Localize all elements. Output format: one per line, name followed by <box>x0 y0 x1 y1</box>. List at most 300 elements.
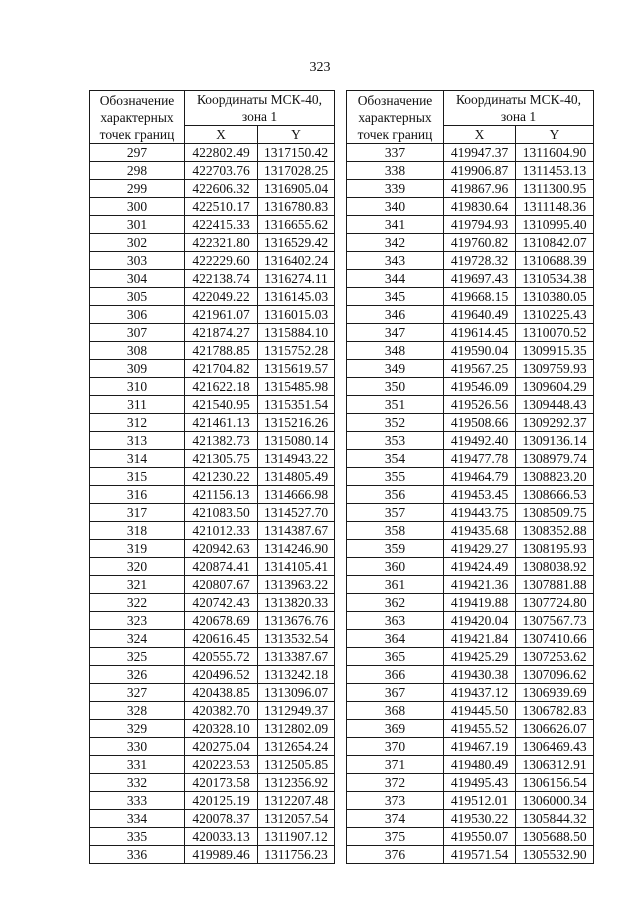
table-row <box>347 252 594 270</box>
y-value-cell: 1310842.07 <box>516 234 594 252</box>
x-value-cell: 422703.76 <box>185 162 258 180</box>
point-id-cell: 313 <box>90 432 185 450</box>
y-column-header: Y <box>258 126 335 144</box>
x-value-cell: 420496.52 <box>185 666 258 684</box>
x-value-cell: 419492.40 <box>444 432 516 450</box>
table-row <box>347 198 594 216</box>
table-row <box>347 360 594 378</box>
table-row <box>90 414 335 432</box>
x-value-cell: 422606.32 <box>185 180 258 198</box>
x-value-cell: 422138.74 <box>185 270 258 288</box>
y-value-cell: 1305844.32 <box>516 810 594 828</box>
table-row <box>347 540 594 558</box>
y-value-cell: 1314246.90 <box>258 540 335 558</box>
x-value-cell: 419697.43 <box>444 270 516 288</box>
x-value-cell: 419728.32 <box>444 252 516 270</box>
point-id-cell: 359 <box>347 540 444 558</box>
y-column-header: Y <box>516 126 594 144</box>
x-value-cell: 419421.84 <box>444 630 516 648</box>
x-value-cell: 422415.33 <box>185 216 258 234</box>
y-value-cell: 1310534.38 <box>516 270 594 288</box>
x-value-cell: 421305.75 <box>185 450 258 468</box>
x-value-cell: 419508.66 <box>444 414 516 432</box>
x-value-cell: 421874.27 <box>185 324 258 342</box>
y-value-cell: 1312057.54 <box>258 810 335 828</box>
point-id-cell: 316 <box>90 486 185 504</box>
table-row <box>90 252 335 270</box>
table-header <box>90 91 335 144</box>
y-value-cell: 1314805.49 <box>258 468 335 486</box>
y-value-cell: 1308509.75 <box>516 504 594 522</box>
point-id-cell: 297 <box>90 144 185 162</box>
x-value-cell: 420438.85 <box>185 684 258 702</box>
point-id-cell: 376 <box>347 846 444 864</box>
point-id-cell: 346 <box>347 306 444 324</box>
x-value-cell: 420807.67 <box>185 576 258 594</box>
point-id-cell: 308 <box>90 342 185 360</box>
y-value-cell: 1305688.50 <box>516 828 594 846</box>
table-row <box>90 756 335 774</box>
table-row <box>347 504 594 522</box>
x-value-cell: 422510.17 <box>185 198 258 216</box>
x-value-cell: 421012.33 <box>185 522 258 540</box>
point-id-cell: 323 <box>90 612 185 630</box>
point-id-cell: 325 <box>90 648 185 666</box>
x-value-cell: 422802.49 <box>185 144 258 162</box>
point-id-cell: 307 <box>90 324 185 342</box>
x-value-cell: 419512.01 <box>444 792 516 810</box>
x-value-cell: 421382.73 <box>185 432 258 450</box>
x-value-cell: 420616.45 <box>185 630 258 648</box>
x-value-cell: 419640.49 <box>444 306 516 324</box>
y-value-cell: 1317150.42 <box>258 144 335 162</box>
y-value-cell: 1314387.67 <box>258 522 335 540</box>
table-row <box>347 180 594 198</box>
y-value-cell: 1308823.20 <box>516 468 594 486</box>
table-row <box>347 774 594 792</box>
x-value-cell: 419495.43 <box>444 774 516 792</box>
x-value-cell: 419430.38 <box>444 666 516 684</box>
y-value-cell: 1307096.62 <box>516 666 594 684</box>
point-id-cell: 345 <box>347 288 444 306</box>
x-value-cell: 419437.12 <box>444 684 516 702</box>
point-id-cell: 319 <box>90 540 185 558</box>
table-row <box>90 324 335 342</box>
x-value-cell: 420223.53 <box>185 756 258 774</box>
x-value-cell: 420033.13 <box>185 828 258 846</box>
y-value-cell: 1315485.98 <box>258 378 335 396</box>
table-row <box>90 450 335 468</box>
designation-header-line-1: Обозначение <box>99 92 175 108</box>
y-value-cell: 1307410.66 <box>516 630 594 648</box>
point-id-cell: 348 <box>347 342 444 360</box>
point-id-cell: 331 <box>90 756 185 774</box>
y-value-cell: 1308195.93 <box>516 540 594 558</box>
y-value-cell: 1316655.62 <box>258 216 335 234</box>
coordinates-header <box>444 91 594 126</box>
table-row <box>90 504 335 522</box>
table-row <box>347 450 594 468</box>
table-row <box>347 144 594 162</box>
point-id-cell: 340 <box>347 198 444 216</box>
point-id-cell: 304 <box>90 270 185 288</box>
designation-header-line-2: характерных <box>100 109 174 125</box>
y-value-cell: 1314666.98 <box>258 486 335 504</box>
x-value-cell: 419867.96 <box>444 180 516 198</box>
table-row <box>90 540 335 558</box>
point-id-cell: 310 <box>90 378 185 396</box>
y-value-cell: 1308666.53 <box>516 486 594 504</box>
table-row <box>347 558 594 576</box>
table-row <box>347 792 594 810</box>
point-id-cell: 327 <box>90 684 185 702</box>
y-value-cell: 1309448.43 <box>516 396 594 414</box>
table-row <box>90 648 335 666</box>
table-row <box>347 828 594 846</box>
point-id-cell: 299 <box>90 180 185 198</box>
y-value-cell: 1315884.10 <box>258 324 335 342</box>
table-row <box>90 576 335 594</box>
y-value-cell: 1311756.23 <box>258 846 335 864</box>
x-value-cell: 419794.93 <box>444 216 516 234</box>
coordinates-header-zone: зона 1 <box>241 109 278 124</box>
coordinates-header-title: Координаты МСК-40, <box>455 92 582 107</box>
table-row <box>90 486 335 504</box>
x-value-cell: 420382.70 <box>185 702 258 720</box>
x-value-cell: 421540.95 <box>185 396 258 414</box>
coordinates-header-title: Координаты МСК-40, <box>196 92 323 107</box>
x-value-cell: 419467.19 <box>444 738 516 756</box>
table-row <box>347 306 594 324</box>
point-id-cell: 333 <box>90 792 185 810</box>
y-value-cell: 1307253.62 <box>516 648 594 666</box>
table-row <box>90 468 335 486</box>
point-id-cell: 338 <box>347 162 444 180</box>
table-row <box>347 684 594 702</box>
table-row <box>90 234 335 252</box>
x-value-cell: 419477.78 <box>444 450 516 468</box>
y-value-cell: 1315216.26 <box>258 414 335 432</box>
point-id-cell: 317 <box>90 504 185 522</box>
x-value-cell: 420742.43 <box>185 594 258 612</box>
x-value-cell: 419590.04 <box>444 342 516 360</box>
table-row <box>90 774 335 792</box>
point-id-cell: 353 <box>347 432 444 450</box>
point-id-cell: 361 <box>347 576 444 594</box>
x-value-cell: 419906.87 <box>444 162 516 180</box>
y-value-cell: 1315619.57 <box>258 360 335 378</box>
table-row <box>347 720 594 738</box>
table-row <box>90 810 335 828</box>
point-id-cell: 343 <box>347 252 444 270</box>
x-value-cell: 419443.75 <box>444 504 516 522</box>
designation-header-line-3: точек границ <box>357 126 433 142</box>
table-row <box>90 666 335 684</box>
table-row <box>347 288 594 306</box>
y-value-cell: 1316402.24 <box>258 252 335 270</box>
table-body <box>90 144 335 864</box>
y-value-cell: 1306469.43 <box>516 738 594 756</box>
y-value-cell: 1309604.29 <box>516 378 594 396</box>
x-value-cell: 421622.18 <box>185 378 258 396</box>
point-id-cell: 347 <box>347 324 444 342</box>
point-id-cell: 374 <box>347 810 444 828</box>
x-value-cell: 419530.22 <box>444 810 516 828</box>
table-row <box>347 522 594 540</box>
table-row <box>90 432 335 450</box>
coordinates-header <box>185 91 335 126</box>
table-row <box>90 198 335 216</box>
table-row <box>90 828 335 846</box>
x-value-cell: 419760.82 <box>444 234 516 252</box>
point-id-cell: 337 <box>347 144 444 162</box>
y-value-cell: 1306312.91 <box>516 756 594 774</box>
x-value-cell: 421704.82 <box>185 360 258 378</box>
y-value-cell: 1313963.22 <box>258 576 335 594</box>
x-value-cell: 420678.69 <box>185 612 258 630</box>
point-id-cell: 336 <box>90 846 185 864</box>
x-value-cell: 420328.10 <box>185 720 258 738</box>
y-value-cell: 1310380.05 <box>516 288 594 306</box>
x-value-cell: 419567.25 <box>444 360 516 378</box>
y-value-cell: 1312207.48 <box>258 792 335 810</box>
point-id-cell: 364 <box>347 630 444 648</box>
point-id-cell: 366 <box>347 666 444 684</box>
x-value-cell: 422229.60 <box>185 252 258 270</box>
x-value-cell: 419480.49 <box>444 756 516 774</box>
y-value-cell: 1305532.90 <box>516 846 594 864</box>
x-value-cell: 419947.37 <box>444 144 516 162</box>
point-id-cell: 324 <box>90 630 185 648</box>
point-id-cell: 328 <box>90 702 185 720</box>
page-number: 323 <box>309 60 331 75</box>
table-row <box>347 342 594 360</box>
point-id-cell: 315 <box>90 468 185 486</box>
y-value-cell: 1311604.90 <box>516 144 594 162</box>
point-id-cell: 305 <box>90 288 185 306</box>
x-value-cell: 419425.29 <box>444 648 516 666</box>
table-row <box>347 324 594 342</box>
y-value-cell: 1306782.83 <box>516 702 594 720</box>
y-value-cell: 1312356.92 <box>258 774 335 792</box>
table-row <box>90 360 335 378</box>
table-row <box>90 738 335 756</box>
y-value-cell: 1308038.92 <box>516 558 594 576</box>
y-value-cell: 1313676.76 <box>258 612 335 630</box>
table-row <box>347 414 594 432</box>
y-value-cell: 1313096.07 <box>258 684 335 702</box>
x-value-cell: 422321.80 <box>185 234 258 252</box>
y-value-cell: 1307881.88 <box>516 576 594 594</box>
x-value-cell: 419435.68 <box>444 522 516 540</box>
point-id-cell: 357 <box>347 504 444 522</box>
point-id-cell: 344 <box>347 270 444 288</box>
y-value-cell: 1312949.37 <box>258 702 335 720</box>
point-id-cell: 362 <box>347 594 444 612</box>
y-value-cell: 1314943.22 <box>258 450 335 468</box>
y-value-cell: 1316905.04 <box>258 180 335 198</box>
y-value-cell: 1313242.18 <box>258 666 335 684</box>
point-id-cell: 312 <box>90 414 185 432</box>
point-id-cell: 356 <box>347 486 444 504</box>
point-id-cell: 321 <box>90 576 185 594</box>
x-value-cell: 420125.19 <box>185 792 258 810</box>
point-id-cell: 354 <box>347 450 444 468</box>
y-value-cell: 1316015.03 <box>258 306 335 324</box>
x-value-cell: 419445.50 <box>444 702 516 720</box>
point-id-cell: 302 <box>90 234 185 252</box>
table-row <box>90 270 335 288</box>
point-id-cell: 335 <box>90 828 185 846</box>
point-id-cell: 373 <box>347 792 444 810</box>
y-value-cell: 1313387.67 <box>258 648 335 666</box>
point-id-cell: 332 <box>90 774 185 792</box>
table-row <box>90 846 335 864</box>
coordinates-header-zone: зона 1 <box>500 109 537 124</box>
table-row <box>347 630 594 648</box>
y-value-cell: 1310225.43 <box>516 306 594 324</box>
x-value-cell: 419989.46 <box>185 846 258 864</box>
designation-header-line-1: Обозначение <box>357 92 433 108</box>
y-value-cell: 1312505.85 <box>258 756 335 774</box>
x-value-cell: 420874.41 <box>185 558 258 576</box>
table-row <box>347 378 594 396</box>
table-row <box>347 234 594 252</box>
x-value-cell: 419421.36 <box>444 576 516 594</box>
table-row <box>90 342 335 360</box>
point-id-cell: 341 <box>347 216 444 234</box>
table-row <box>347 576 594 594</box>
point-id-cell: 314 <box>90 450 185 468</box>
table-row <box>347 396 594 414</box>
x-value-cell: 419419.88 <box>444 594 516 612</box>
point-id-cell: 334 <box>90 810 185 828</box>
y-value-cell: 1313532.54 <box>258 630 335 648</box>
x-value-cell: 419550.07 <box>444 828 516 846</box>
y-value-cell: 1317028.25 <box>258 162 335 180</box>
designation-header-line-2: характерных <box>358 109 432 125</box>
table-row <box>90 522 335 540</box>
y-value-cell: 1311148.36 <box>516 198 594 216</box>
y-value-cell: 1310688.39 <box>516 252 594 270</box>
y-value-cell: 1313820.33 <box>258 594 335 612</box>
table-row <box>347 594 594 612</box>
y-value-cell: 1309759.93 <box>516 360 594 378</box>
point-id-cell: 330 <box>90 738 185 756</box>
table-row <box>347 162 594 180</box>
point-id-cell: 329 <box>90 720 185 738</box>
coordinates-table-right <box>346 90 594 864</box>
designation-header <box>347 91 444 144</box>
point-id-cell: 339 <box>347 180 444 198</box>
point-id-cell: 311 <box>90 396 185 414</box>
point-id-cell: 360 <box>347 558 444 576</box>
table-row <box>347 846 594 864</box>
table-row <box>347 486 594 504</box>
y-value-cell: 1312654.24 <box>258 738 335 756</box>
x-value-cell: 420173.58 <box>185 774 258 792</box>
x-value-cell: 421230.22 <box>185 468 258 486</box>
point-id-cell: 355 <box>347 468 444 486</box>
y-value-cell: 1308979.74 <box>516 450 594 468</box>
x-column-header: X <box>185 126 258 144</box>
y-value-cell: 1309915.35 <box>516 342 594 360</box>
x-value-cell: 419429.27 <box>444 540 516 558</box>
y-value-cell: 1315752.28 <box>258 342 335 360</box>
table-row <box>347 612 594 630</box>
table-row <box>90 216 335 234</box>
point-id-cell: 351 <box>347 396 444 414</box>
table-body <box>347 144 594 864</box>
table-row <box>347 756 594 774</box>
y-value-cell: 1310995.40 <box>516 216 594 234</box>
x-value-cell: 419571.54 <box>444 846 516 864</box>
table-row <box>347 270 594 288</box>
point-id-cell: 300 <box>90 198 185 216</box>
x-value-cell: 419453.45 <box>444 486 516 504</box>
point-id-cell: 318 <box>90 522 185 540</box>
point-id-cell: 342 <box>347 234 444 252</box>
x-value-cell: 419424.49 <box>444 558 516 576</box>
y-value-cell: 1306626.07 <box>516 720 594 738</box>
x-value-cell: 419614.45 <box>444 324 516 342</box>
y-value-cell: 1316780.83 <box>258 198 335 216</box>
y-value-cell: 1315351.54 <box>258 396 335 414</box>
y-value-cell: 1308352.88 <box>516 522 594 540</box>
table-row <box>347 216 594 234</box>
y-value-cell: 1316529.42 <box>258 234 335 252</box>
x-value-cell: 419546.09 <box>444 378 516 396</box>
y-value-cell: 1307724.80 <box>516 594 594 612</box>
point-id-cell: 370 <box>347 738 444 756</box>
x-value-cell: 420942.63 <box>185 540 258 558</box>
point-id-cell: 322 <box>90 594 185 612</box>
x-value-cell: 419455.52 <box>444 720 516 738</box>
table-row <box>347 666 594 684</box>
x-value-cell: 422049.22 <box>185 288 258 306</box>
table-row <box>347 432 594 450</box>
x-value-cell: 420555.72 <box>185 648 258 666</box>
table-row <box>347 648 594 666</box>
point-id-cell: 375 <box>347 828 444 846</box>
table-row <box>90 558 335 576</box>
x-value-cell: 420275.04 <box>185 738 258 756</box>
point-id-cell: 358 <box>347 522 444 540</box>
table-header <box>347 91 594 144</box>
x-value-cell: 419464.79 <box>444 468 516 486</box>
table-row <box>90 378 335 396</box>
x-value-cell: 421461.13 <box>185 414 258 432</box>
x-value-cell: 421961.07 <box>185 306 258 324</box>
x-value-cell: 419420.04 <box>444 612 516 630</box>
table-row <box>347 738 594 756</box>
y-value-cell: 1306000.34 <box>516 792 594 810</box>
point-id-cell: 298 <box>90 162 185 180</box>
table-row <box>90 720 335 738</box>
point-id-cell: 301 <box>90 216 185 234</box>
point-id-cell: 372 <box>347 774 444 792</box>
table-row <box>90 162 335 180</box>
y-value-cell: 1309136.14 <box>516 432 594 450</box>
point-id-cell: 306 <box>90 306 185 324</box>
point-id-cell: 363 <box>347 612 444 630</box>
y-value-cell: 1306156.54 <box>516 774 594 792</box>
table-row <box>90 792 335 810</box>
point-id-cell: 365 <box>347 648 444 666</box>
y-value-cell: 1307567.73 <box>516 612 594 630</box>
point-id-cell: 303 <box>90 252 185 270</box>
x-value-cell: 421156.13 <box>185 486 258 504</box>
